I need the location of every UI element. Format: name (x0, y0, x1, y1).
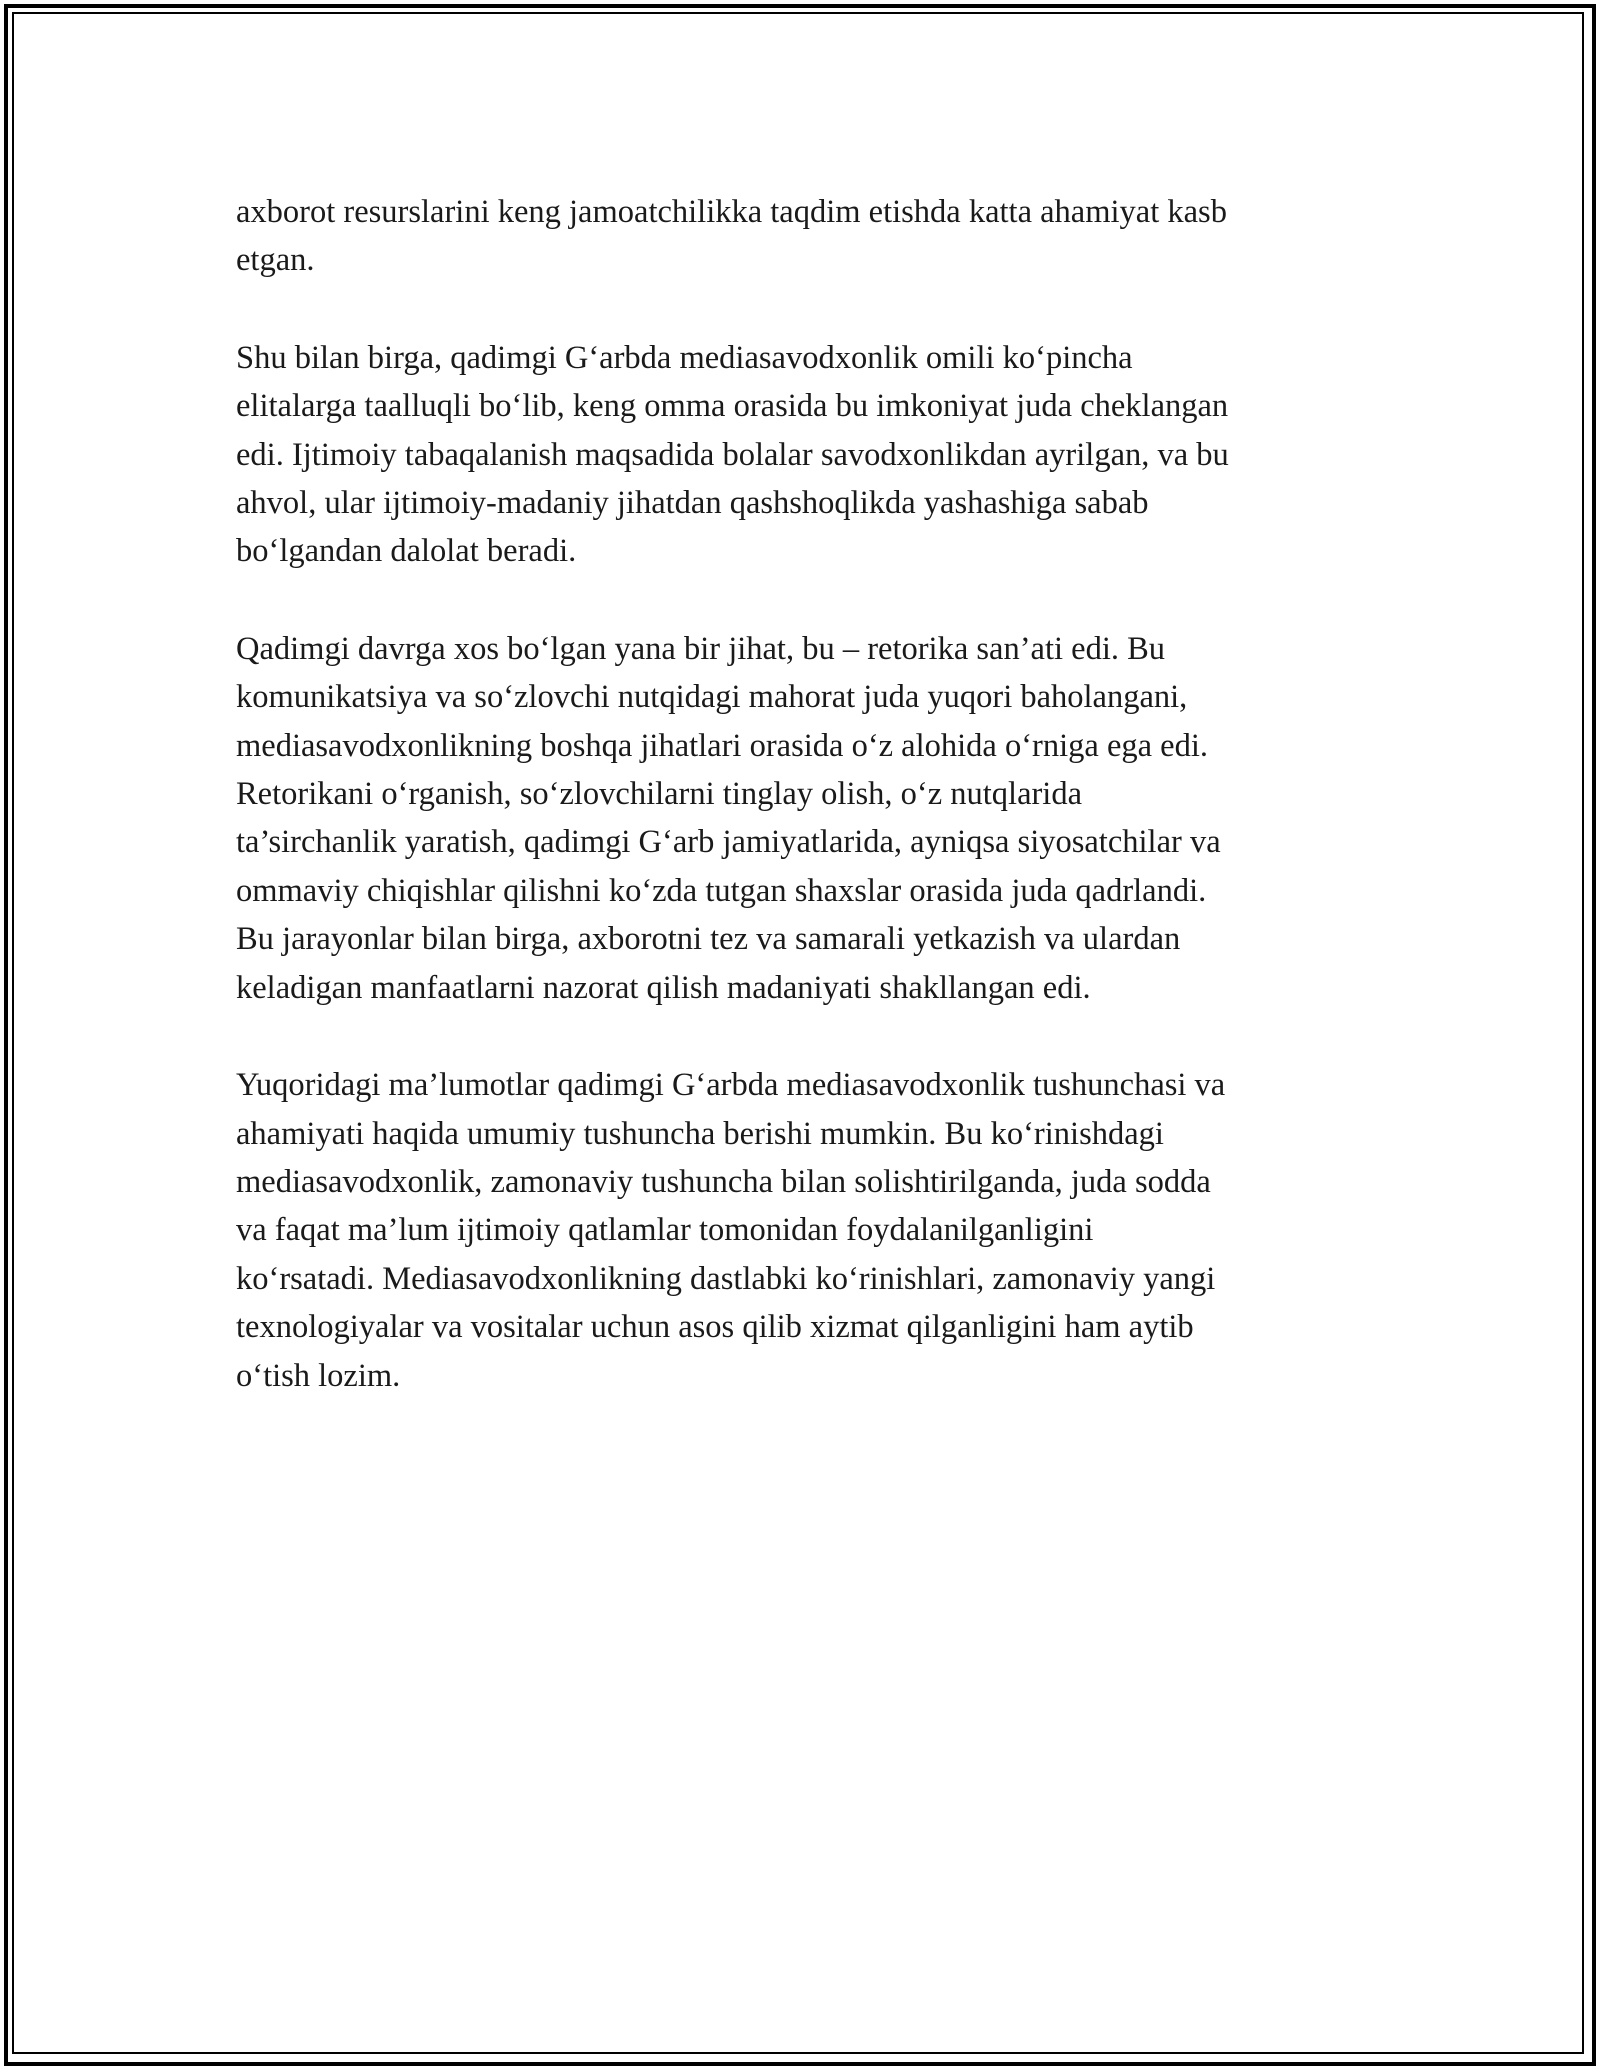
paragraph-4: Yuqoridagi ma’lumotlar qadimgi G‘arbda mediasavodxonlik tushunchasi va ahamiyati haqida umumiy tushuncha berishi mumkin. Bu ko‘rinishdagi mediasavodxonlik, zamonaviy tushuncha bilan solishtirilganda, juda sodda va faqat ma’lum ijtimoiy qatlamlar tomonidan foydalanilganligini ko‘rsatadi. Mediasavodxonlikning dastlabki ko‘rinishlari, zamonaviy yangi texnologiyalar va vositalar uchun asos qilib xizmat qilganligini ham aytib o‘tish lozim. (236, 1067, 1226, 1394)
paragraph-2: Shu bilan birga, qadimgi G‘arbda mediasavodxonlik omili ko‘pincha elitalarga taalluqli bo‘lib, keng omma orasida bu imkoniyat juda cheklangan edi. Ijtimoiy tabaqalanish maqsadida bolalar savodxonlikdan ayrilgan, va bu ahvol, ular ijtimoiy-madaniy jihatdan qashshoqlikda yashashiga sabab bo‘lgandan dalolat beradi. (236, 339, 1229, 570)
paragraph-3: Qadimgi davrga xos bo‘lgan yana bir jihat, bu – retorika san’ati edi. Bu komunikatsiya va so‘zlovchi nutqidagi mahorat juda yuqori baholangani, mediasavodxonlikning boshqa jihatlari orasida o‘z alohida o‘rniga ega edi. Retorikani o‘rganish, so‘zlovchilarni tinglay olish, o‘z nutqlarida ta’sirchanlik yaratish, qadimgi G‘arb jamiyatlarida, ayniqsa siyosatchilar va ommaviy chiqishlar qilishni ko‘zda tutgan shaxslar orasida juda qadrlandi. Bu jarayonlar bilan birga, axborotni tez va samarali yetkazish va ulardan keladigan manfaatlarni nazorat qilish madaniyati shakllangan edi. (236, 630, 1221, 1006)
document-body (236, 188, 1366, 1449)
paragraph-1: axborot resurslarini keng jamoatchilikka taqdim etishda katta ahamiyat kasb etgan. (236, 194, 1227, 279)
